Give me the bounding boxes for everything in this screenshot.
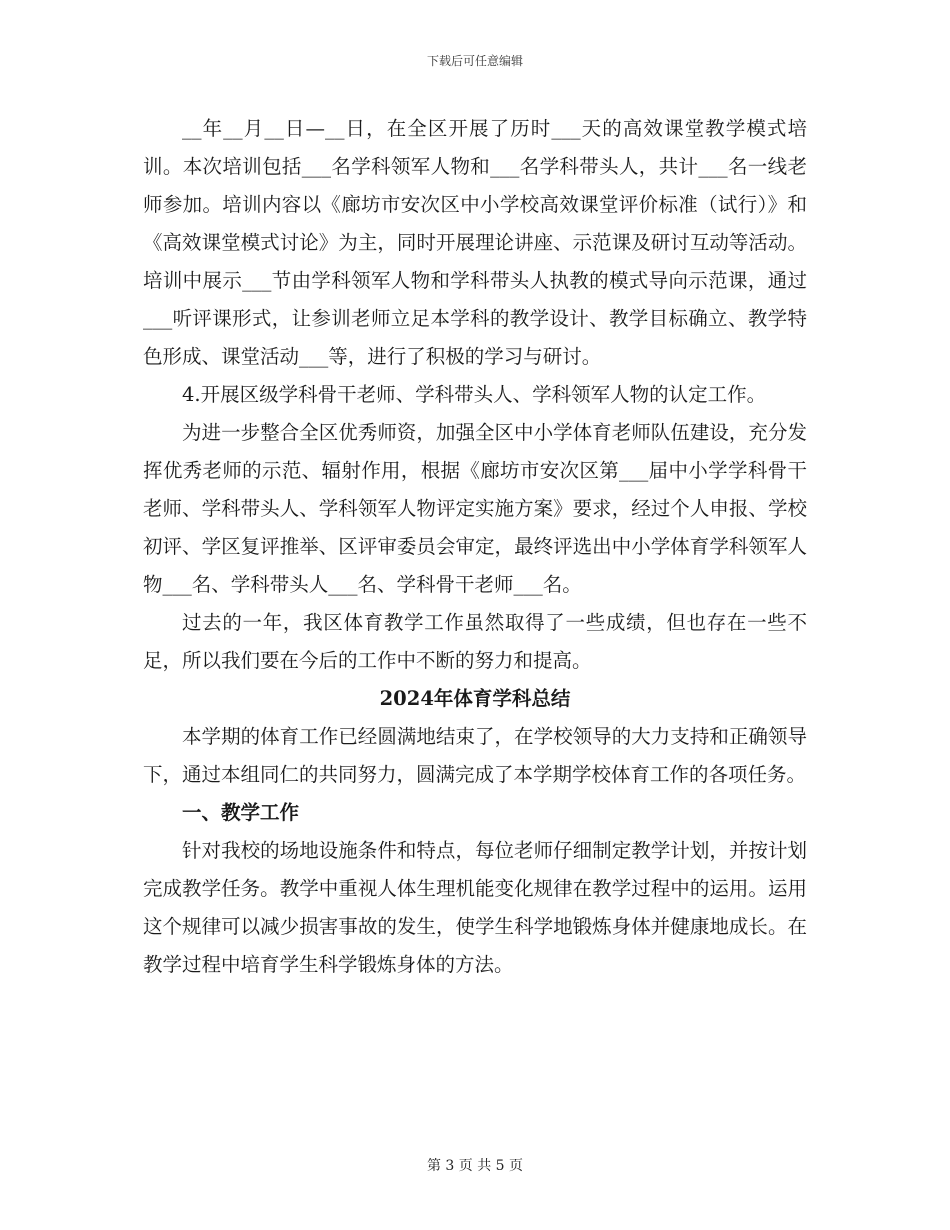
heading-teaching: 一、教学工作 <box>182 801 300 824</box>
page-header: 下载后可任意编辑 <box>426 54 523 68</box>
paragraph-selection: 为进一步整合全区优秀师资，加强全区中小学体育老师队伍建设，充分发挥优秀老师的示范、辐射作用，根据《廊坊市安次区第___届中小学学科骨干老师、学科带头人、学科领军人物评定实施方案》要求，经过个人申报、学校初评、学区复评推举、区评审委员会审定，最终评选出中小学体育学科领军人物___名、学科带头人___名、学科骨干老师___名。 <box>143 421 807 596</box>
page-number: 第 3 页 共 5 页 <box>426 1158 524 1174</box>
document-body <box>143 110 807 984</box>
paragraph-conclusion: 过去的一年，我区体育教学工作虽然取得了一些成绩，但也存在一些不足，所以我们要在今后的工作中不断的努力和提高。 <box>143 611 807 672</box>
paragraph-item-4: 4.开展区级学科骨干老师、学科带头人、学科领军人物的认定工作。 <box>182 383 767 406</box>
section-title: 2024年体育学科总结 <box>379 687 571 710</box>
paragraph-intro: 本学期的体育工作已经圆满地结束了，在学校领导的大力支持和正确领导下，通过本组同仁的共同努力，圆满完成了本学期学校体育工作的各项任务。 <box>143 725 807 786</box>
paragraph-training: __年__月__日—__日，在全区开展了历时___天的高效课堂教学模式培训。本次培训包括___名学科领军人物和___名学科带头人，共计___名一线老师参加。培训内容以《廊坊市安次区中小学校高效课堂评价标准（试行）》和《高效课堂模式讨论》为主，同时开展理论讲座、示范课及研讨互动等活动。培训中展示___节由学科领军人物和学科带头人执教的模式导向示范课，通过___听评课形式，让参训老师立足本学科的教学设计、教学目标确立、教学特色形成、课堂活动___等，进行了积极的学习与研讨。 <box>143 117 807 368</box>
paragraph-teaching: 针对我校的场地设施条件和特点，每位老师仔细制定教学计划，并按计划完成教学任务。教学中重视人体生理机能变化规律在教学过程中的运用。运用这个规律可以减少损害事故的发生，使学生科学地锻炼身体并健康地成长。在教学过程中培育学生科学锻炼身体的方法。 <box>143 839 807 976</box>
